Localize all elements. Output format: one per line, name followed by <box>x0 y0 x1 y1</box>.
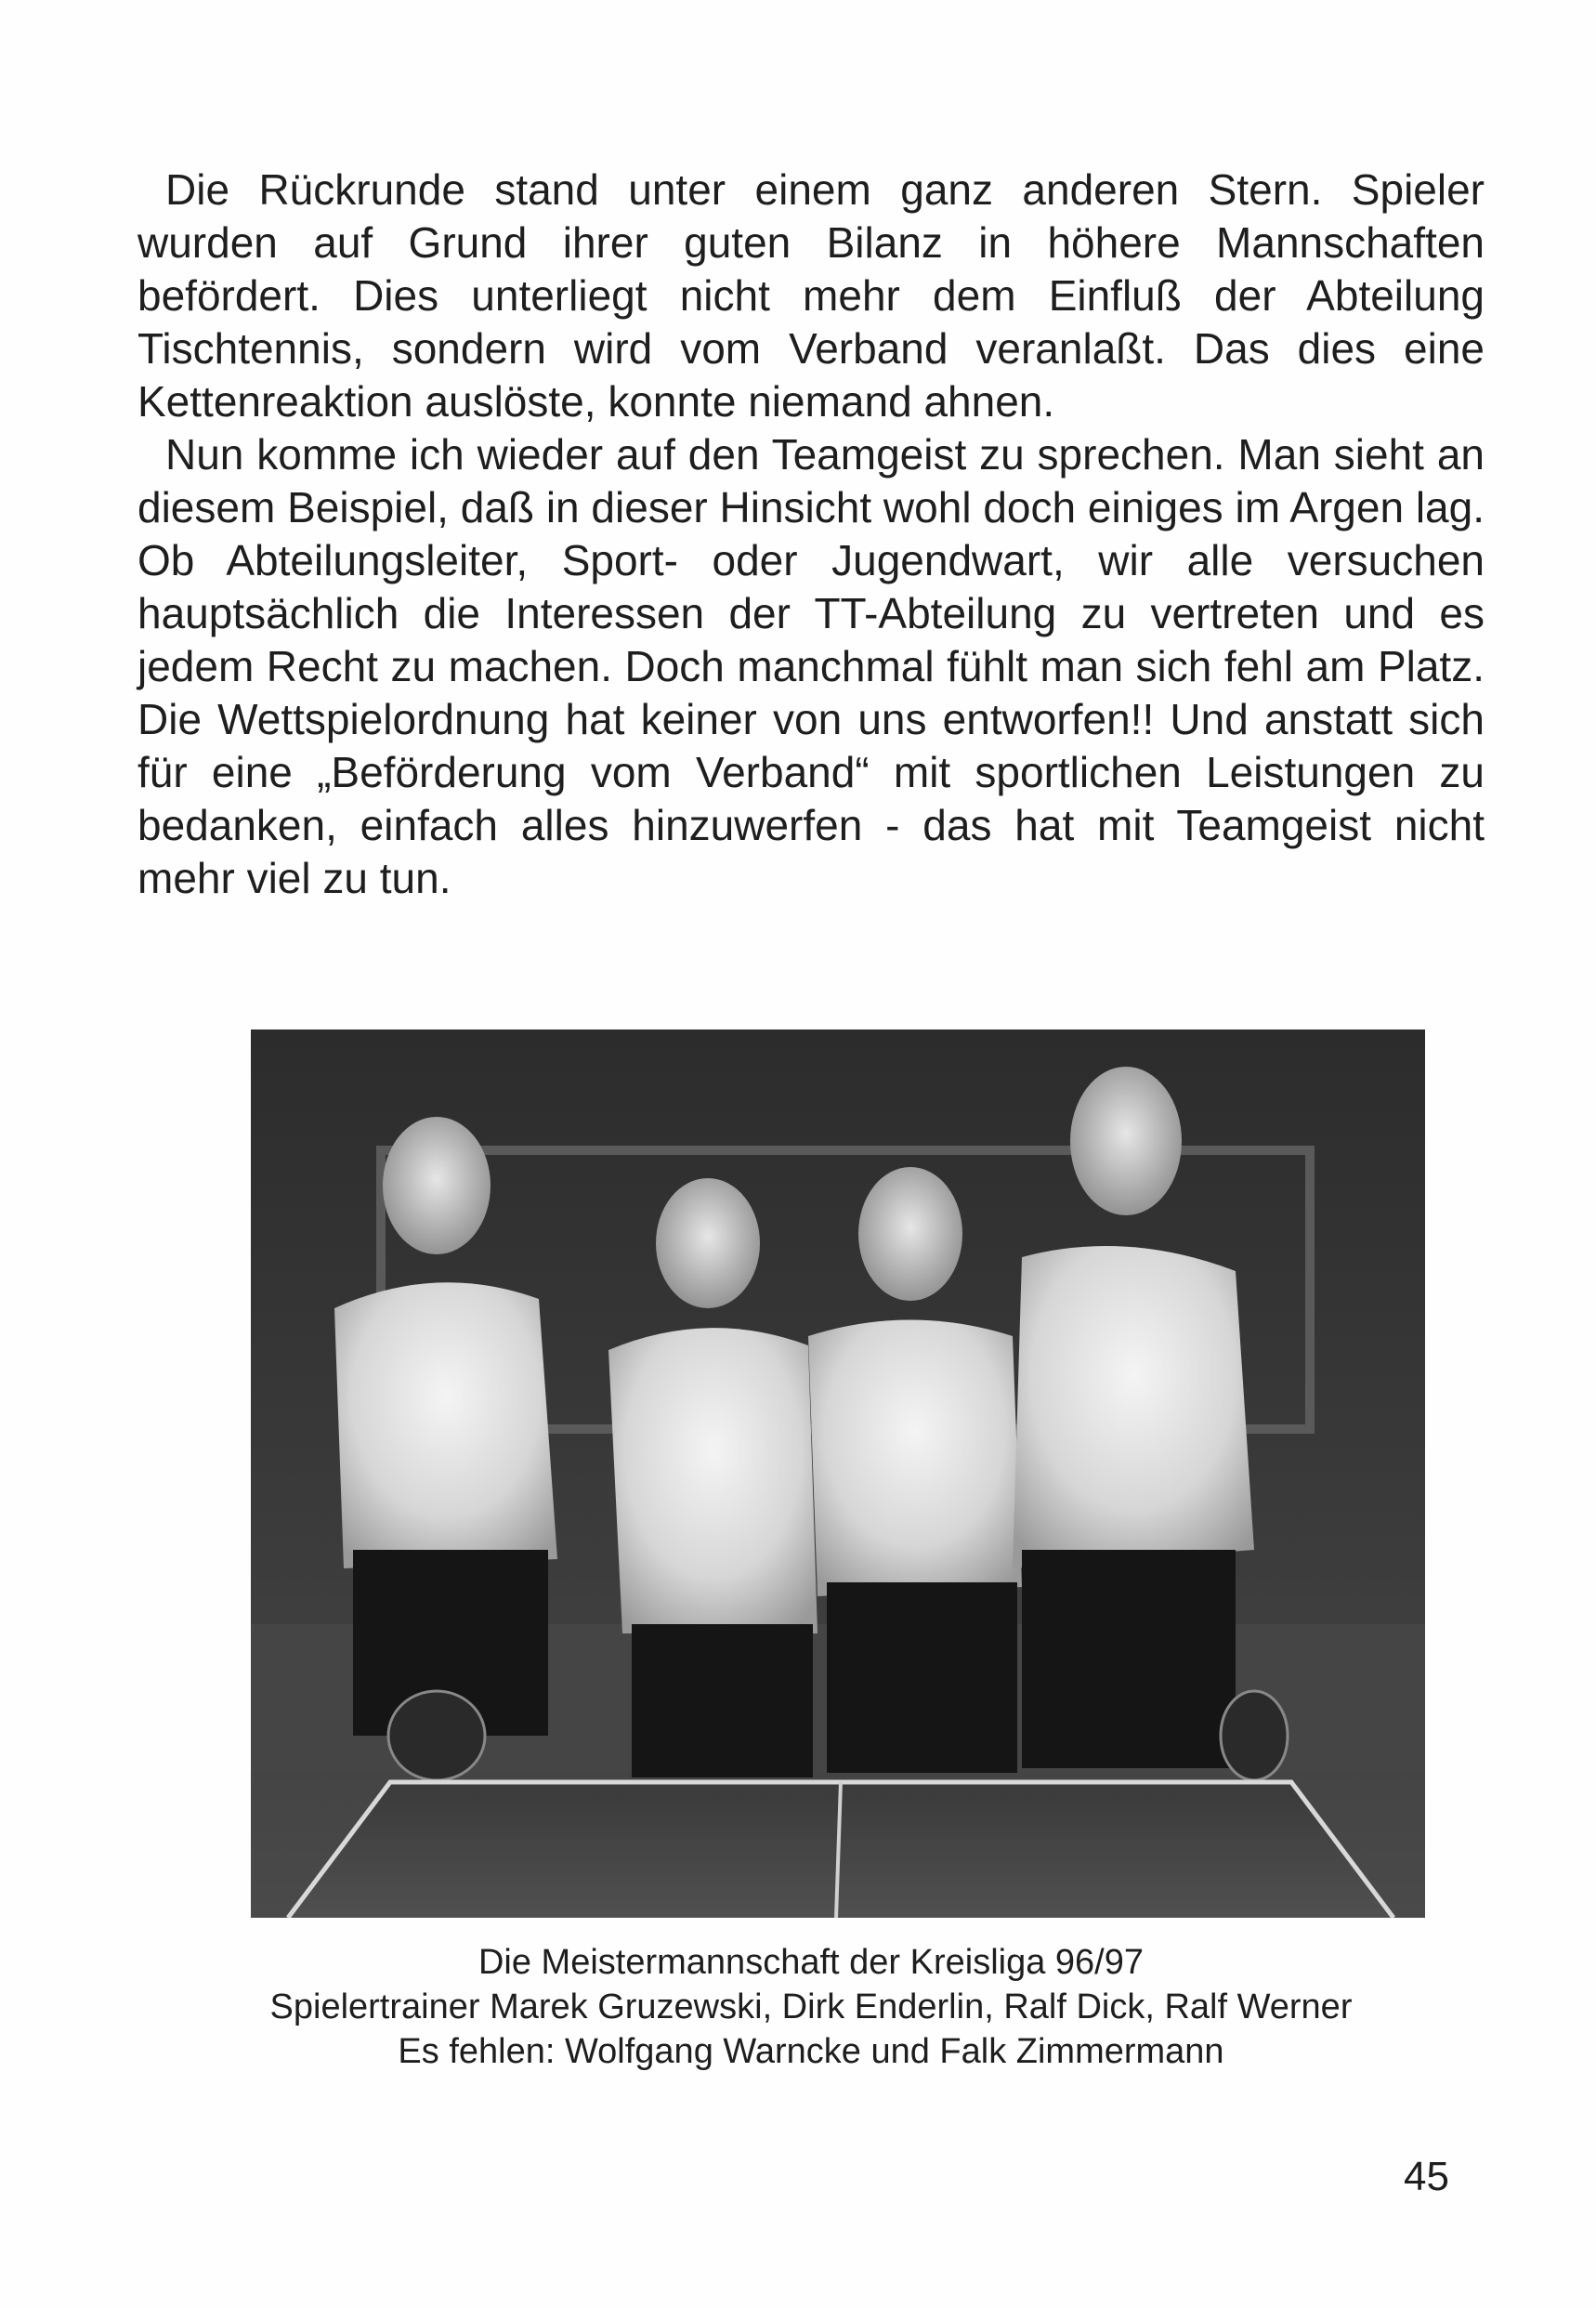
paragraph-2: Nun komme ich wieder auf den Teamgeist zu sprechen. Man sieht an diesem Beispiel, daß in dieser Hinsicht wohl doch einiges im Argen lag. Ob Abteilungsleiter, Sport- oder Jugendwart, wir alle versuchen hauptsächlich die Interessen der TT-Abteilung zu vertreten und es jedem Recht zu machen. Doch manchmal fühlt man sich fehl am Platz. Die Wettspielordnung hat keiner von uns entworfen!! Und anstatt sich für eine „Beförderung vom Verband“ mit sportlichen Leistungen zu bedanken, einfach alles hinzuwerfen - das hat mit Teamgeist nicht mehr viel zu tun. <box>137 430 1485 902</box>
caption-line-1: Die Meistermannschaft der Kreisliga 96/97 <box>477 1943 1144 1982</box>
caption-line-3: Es fehlen: Wolfgang Warncke und Falk Zimmermann <box>398 2032 1224 2071</box>
photo-caption <box>137 1940 1485 2074</box>
article-text <box>137 164 1485 905</box>
team-photo <box>251 1029 1425 1918</box>
paragraph-1: Die Rückrunde stand unter einem ganz anderen Stern. Spieler wurden auf Grund ihrer guten Bilanz in höhere Mannschaften befördert. Dies unterliegt nicht mehr dem Einfluß der Abteilung Tischtennis, sondern wird vom Verband veranlaßt. Das dies eine Kettenreaktion auslöste, konnte niemand ahnen. <box>137 165 1485 426</box>
caption-line-2: Spielertrainer Marek Gruzewski, Dirk Enderlin, Ralf Dick, Ralf Werner <box>269 1987 1353 2026</box>
page-number: 45 <box>1404 2154 1449 2199</box>
